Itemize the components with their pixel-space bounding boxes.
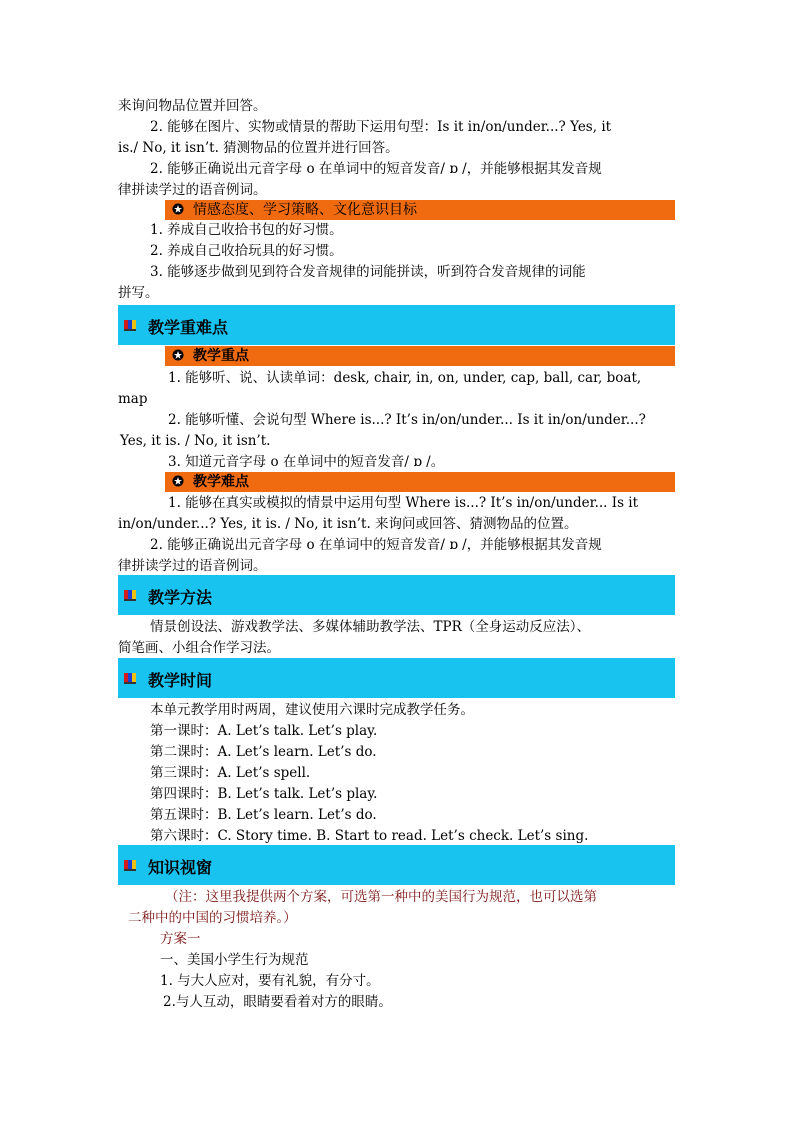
intro-line: 律拼读学过的语音例词。 bbox=[118, 182, 267, 198]
section-bar-knowledge bbox=[118, 845, 675, 885]
difficulty-line: 2. 能够正确说出元音字母 o 在单词中的短音发音/ ɒ /，并能够根据其发音规 bbox=[150, 537, 602, 553]
difficulty-line: 1. 能够在真实或模拟的情景中运用句型 Where is...? It’s in/on/under... Is it bbox=[168, 495, 639, 511]
section-title: 教学时间 bbox=[148, 671, 213, 690]
intro-line: 来询问物品位置并回答。 bbox=[118, 98, 267, 114]
time-line: 第四课时：B. Let’s talk. Let’s play. bbox=[150, 786, 378, 802]
section-bar-method bbox=[118, 575, 675, 615]
list-item: 1. 养成自己收拾书包的好习惯。 bbox=[150, 222, 343, 238]
list-item: 拼写。 bbox=[118, 285, 159, 301]
method-line: 情景创设法、游戏教学法、多媒体辅助教学法、TPR（全身运动反应法）、 bbox=[150, 619, 591, 635]
section-title: 教学重难点 bbox=[148, 318, 229, 337]
focus-line: 1. 能够听、说、认读单词：desk, chair, in, on, under, cap, ball, car, boat, bbox=[168, 370, 642, 386]
book-icon bbox=[123, 318, 137, 332]
list-item: 2. 养成自己收拾玩具的好习惯。 bbox=[150, 243, 343, 259]
list-item: 1. 与大人应对，要有礼貌，有分寸。 bbox=[160, 973, 380, 989]
intro-line: 2. 能够在图片、实物或情景的帮助下运用句型：Is it in/on/under...? Yes, it bbox=[150, 119, 612, 135]
list-item: 2.与人互动，眼睛要看着对方的眼睛。 bbox=[163, 994, 392, 1010]
book-icon bbox=[123, 671, 137, 685]
focus-line: 3. 知道元音字母 o 在单词中的短音发音/ ɒ /。 bbox=[168, 454, 445, 470]
plan-label: 方案一 bbox=[160, 931, 201, 947]
focus-line: Yes, it is. / No, it isn’t. bbox=[120, 433, 271, 449]
intro-line: is./ No, it isn’t. 猜测物品的位置并进行回答。 bbox=[118, 140, 399, 156]
note-line: 二种中的中国的习惯培养。） bbox=[128, 910, 297, 926]
book-icon bbox=[123, 858, 137, 872]
knowledge-heading: 一、美国小学生行为规范 bbox=[160, 952, 309, 968]
intro-line: 2. 能够正确说出元音字母 o 在单词中的短音发音/ ɒ /，并能够根据其发音规 bbox=[150, 161, 602, 177]
focus-line: 2. 能够听懂、会说句型 Where is...? It’s in/on/under... Is it in/on/under...? bbox=[168, 412, 646, 428]
star-circle-icon bbox=[172, 349, 184, 361]
difficulty-heading: 教学难点 bbox=[193, 474, 249, 490]
note-line: （注：这里我提供两个方案，可选第一种中的美国行为规范，也可以选第 bbox=[165, 889, 597, 905]
time-line: 第五课时：B. Let’s learn. Let’s do. bbox=[150, 807, 377, 823]
time-line: 第三课时：A. Let’s spell. bbox=[150, 765, 311, 781]
time-line: 本单元教学用时两周，建议使用六课时完成教学任务。 bbox=[150, 702, 474, 718]
difficulty-heading-bar bbox=[165, 472, 675, 492]
book-icon bbox=[123, 588, 137, 602]
difficulty-line: 律拼读学过的语音例词。 bbox=[118, 558, 267, 574]
affective-heading: 情感态度、学习策略、文化意识目标 bbox=[193, 202, 417, 218]
section-title: 教学方法 bbox=[148, 588, 213, 607]
method-line: 简笔画、小组合作学习法。 bbox=[118, 640, 280, 656]
star-circle-icon bbox=[172, 475, 184, 487]
time-line: 第二课时：A. Let’s learn. Let’s do. bbox=[150, 744, 377, 760]
difficulty-line: in/on/under...? Yes, it is. / No, it isn’t. 来询问或回答、猜测物品的位置。 bbox=[118, 516, 578, 532]
section-bar-time bbox=[118, 658, 675, 698]
star-circle-icon bbox=[172, 203, 184, 215]
focus-heading-bar bbox=[165, 346, 675, 366]
list-item: 3. 能够逐步做到见到符合发音规律的词能拼读，听到符合发音规律的词能 bbox=[150, 264, 586, 280]
section-title: 知识视窗 bbox=[148, 858, 213, 877]
time-line: 第一课时：A. Let’s talk. Let’s play. bbox=[150, 723, 378, 739]
focus-heading: 教学重点 bbox=[193, 348, 249, 364]
focus-line: map bbox=[118, 391, 148, 407]
affective-heading-bar bbox=[165, 200, 675, 220]
section-bar-key bbox=[118, 305, 675, 345]
time-line: 第六课时：C. Story time. B. Start to read. Let’s check. Let’s sing. bbox=[150, 828, 589, 844]
